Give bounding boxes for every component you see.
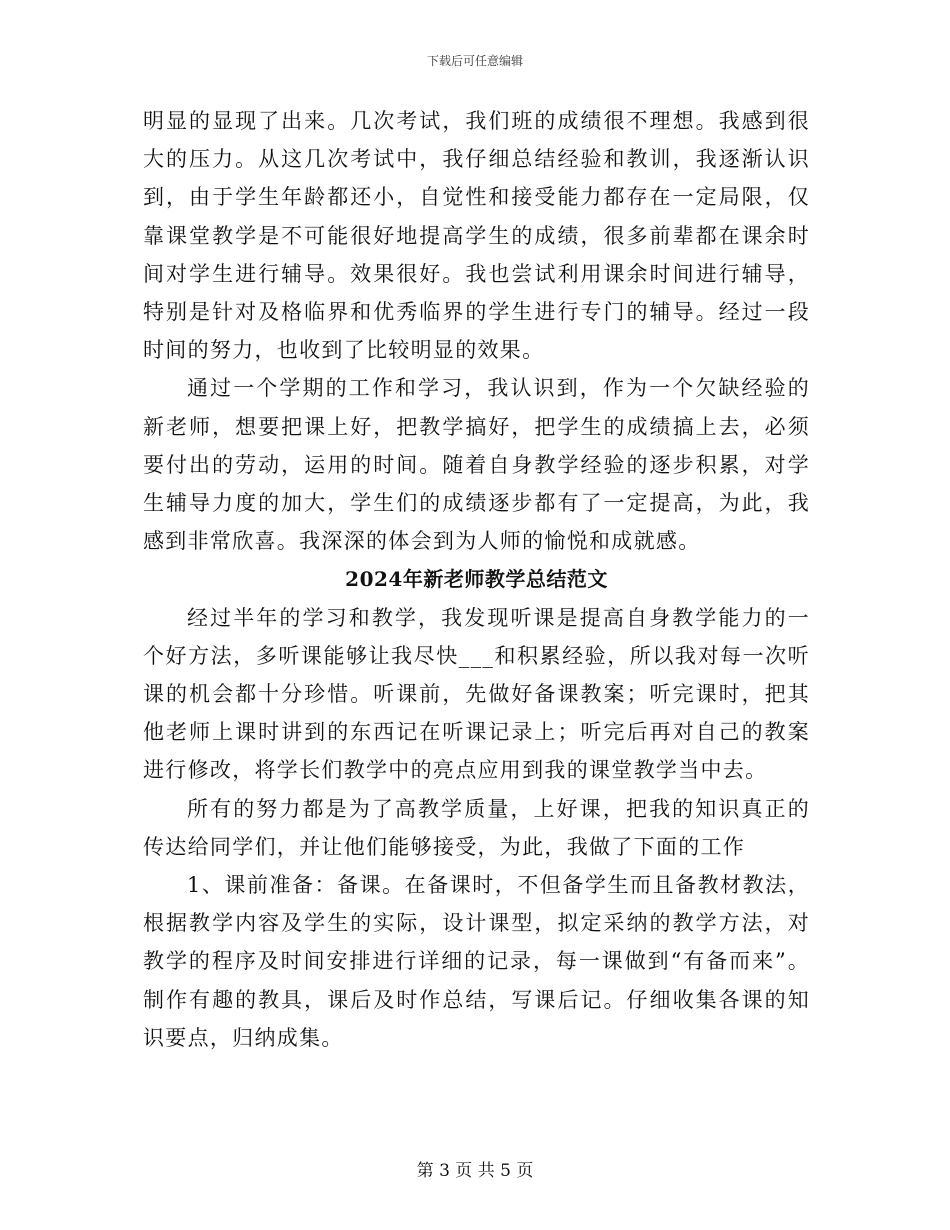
paragraph-5: 1、课前准备：备课。在备课时，不但备学生而且备教材教法，根据教学内容及学生的实际，设计课型，拟定采纳的教学方法，对教学的程序及时间安排进行详细的记录，每一课做到“有备而来”。制作有趣的教具，课后及时作总结，写课后记。仔细收集各课的知识要点，归纳成集。: [143, 873, 810, 1050]
page-header: 下载后可任意编辑: [426, 54, 523, 68]
paragraph-2: 通过一个学期的工作和学习，我认识到，作为一个欠缺经验的新老师，想要把课上好，把教学搞好，把学生的成绩搞上去，必须要付出的劳动，运用的时间。随着自身教学经验的逐步积累，对学生辅导力度的加大，学生们的成绩逐步都有了一定提高，为此，我感到非常欣喜。我深深的体会到为人师的愉悦和成就感。: [143, 376, 810, 554]
paragraph-4: 所有的努力都是为了高教学质量，上好课，把我的知识真正的传达给同学们，并让他们能够接受，为此，我做了下面的工作: [143, 796, 810, 859]
paragraph-1: 明显的显现了出来。几次考试，我们班的成绩很不理想。我感到很大的压力。从这几次考试中，我仔细总结经验和教训，我逐渐认识到，由于学生年龄都还小，自觉性和接受能力都存在一定局限，仅靠课堂教学是不可能很好地提高学生的成绩，很多前辈都在课余时间对学生进行辅导。效果很好。我也尝试利用课余时间进行辅导，特别是针对及格临界和优秀临界的学生进行专门的辅导。经过一段时间的努力，也收到了比较明显的效果。: [143, 109, 810, 363]
section-title: 2024年新老师教学总结范文: [345, 567, 608, 592]
document-body: [143, 102, 810, 1057]
page-footer: 第 3 页 共 5 页: [416, 1161, 534, 1181]
paragraph-3: 经过半年的学习和教学，我发现听课是提高自身教学能力的一个好方法，多听课能够让我尽快___和积累经验，所以我对每一次听课的机会都十分珍惜。听课前，先做好备课教案；听完课时，把其他老师上课时讲到的东西记在听课记录上；听完后再对自己的教案进行修改，将学长们教学中的亮点应用到我的课堂教学当中去。: [143, 605, 810, 783]
